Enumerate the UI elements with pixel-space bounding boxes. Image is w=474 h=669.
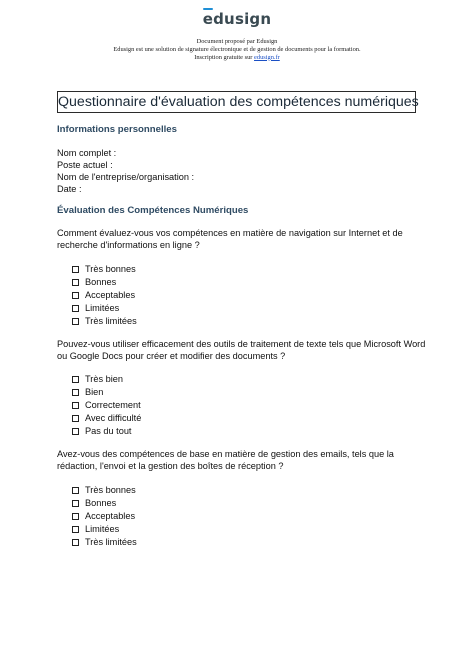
question-3-option[interactable] <box>72 523 119 535</box>
question-1-option[interactable] <box>72 302 119 314</box>
checkbox[interactable] <box>72 428 79 435</box>
question-2-option[interactable] <box>72 373 123 385</box>
header-line-2: Edusign est une solution de signature électronique et de gestion de documents pour la formation. <box>113 45 361 53</box>
checkbox[interactable] <box>72 266 79 273</box>
option-label: Très bien <box>85 374 123 384</box>
header-line-3-text: Inscription gratuite sur <box>194 53 255 61</box>
question-2-option[interactable] <box>72 425 131 437</box>
option-label: Acceptables <box>85 511 136 521</box>
question-3-option[interactable] <box>72 510 135 522</box>
question-1-option[interactable] <box>72 276 116 288</box>
field-job-title: Poste actuel : <box>57 160 113 170</box>
checkbox[interactable] <box>72 402 79 409</box>
question-1-text: Comment évaluez-vous vos compétences en matière de navigation sur Internet et de recherche d'informations en ligne ? <box>57 228 403 251</box>
question-3-option[interactable] <box>72 497 116 509</box>
option-label: Très limitées <box>85 537 137 547</box>
field-company-name: Nom de l'entreprise/organisation : <box>57 172 195 182</box>
option-label: Acceptables <box>85 290 136 300</box>
question-2-text: Pouvez-vous utiliser efficacement des outils de traitement de texte tels que Microsoft Word ou Google Docs pour créer et modifier des documents ? <box>57 339 426 362</box>
question-2-option[interactable] <box>72 412 141 424</box>
option-label: Bonnes <box>85 277 117 287</box>
edusign-link[interactable]: edusign.fr <box>254 53 280 61</box>
section-heading-personal-info: Informations personnelles <box>57 124 177 135</box>
header-line-1: Document proposé par Edusign <box>196 38 278 45</box>
page-title: Questionnaire d'évaluation des compétences numériques <box>57 91 416 113</box>
header-line-3 <box>0 54 474 62</box>
option-label: Pas du tout <box>85 426 132 436</box>
question-3-option[interactable] <box>72 536 137 548</box>
field-full-name: Nom complet : <box>57 148 117 158</box>
option-label: Très bonnes <box>85 264 136 274</box>
question-1-option[interactable] <box>72 263 136 275</box>
question-2-option[interactable] <box>72 386 103 398</box>
option-label: Limitées <box>85 524 120 534</box>
question-1-option[interactable] <box>72 289 135 301</box>
logo-text: dusign <box>213 10 272 28</box>
field-date: Date : <box>57 184 82 194</box>
question-3-text: Avez-vous des compétences de base en matière de gestion des emails, tels que la rédaction, l'envoi et la gestion des boîtes de réception ? <box>57 449 394 472</box>
question-2-option[interactable] <box>72 399 141 411</box>
section-heading-digital-skills: Évaluation des Compétences Numériques <box>57 205 249 216</box>
checkbox[interactable] <box>72 376 79 383</box>
checkbox[interactable] <box>72 513 79 520</box>
checkbox[interactable] <box>72 539 79 546</box>
question-1-option[interactable] <box>72 315 137 327</box>
checkbox[interactable] <box>72 415 79 422</box>
option-label: Correctement <box>85 400 141 410</box>
checkbox[interactable] <box>72 500 79 507</box>
option-label: Avec difficulté <box>85 413 142 423</box>
checkbox[interactable] <box>72 279 79 286</box>
checkbox[interactable] <box>72 318 79 325</box>
checkbox[interactable] <box>72 389 79 396</box>
logo-letter-e: e <box>202 10 214 28</box>
option-label: Bonnes <box>85 498 117 508</box>
option-label: Limitées <box>85 303 120 313</box>
option-label: Très bonnes <box>85 485 136 495</box>
checkbox[interactable] <box>72 526 79 533</box>
edusign-logo <box>0 10 474 28</box>
document-header-note <box>0 38 474 61</box>
question-3-option[interactable] <box>72 484 136 496</box>
checkbox[interactable] <box>72 292 79 299</box>
checkbox[interactable] <box>72 487 79 494</box>
option-label: Très limitées <box>85 316 137 326</box>
checkbox[interactable] <box>72 305 79 312</box>
option-label: Bien <box>85 387 104 397</box>
